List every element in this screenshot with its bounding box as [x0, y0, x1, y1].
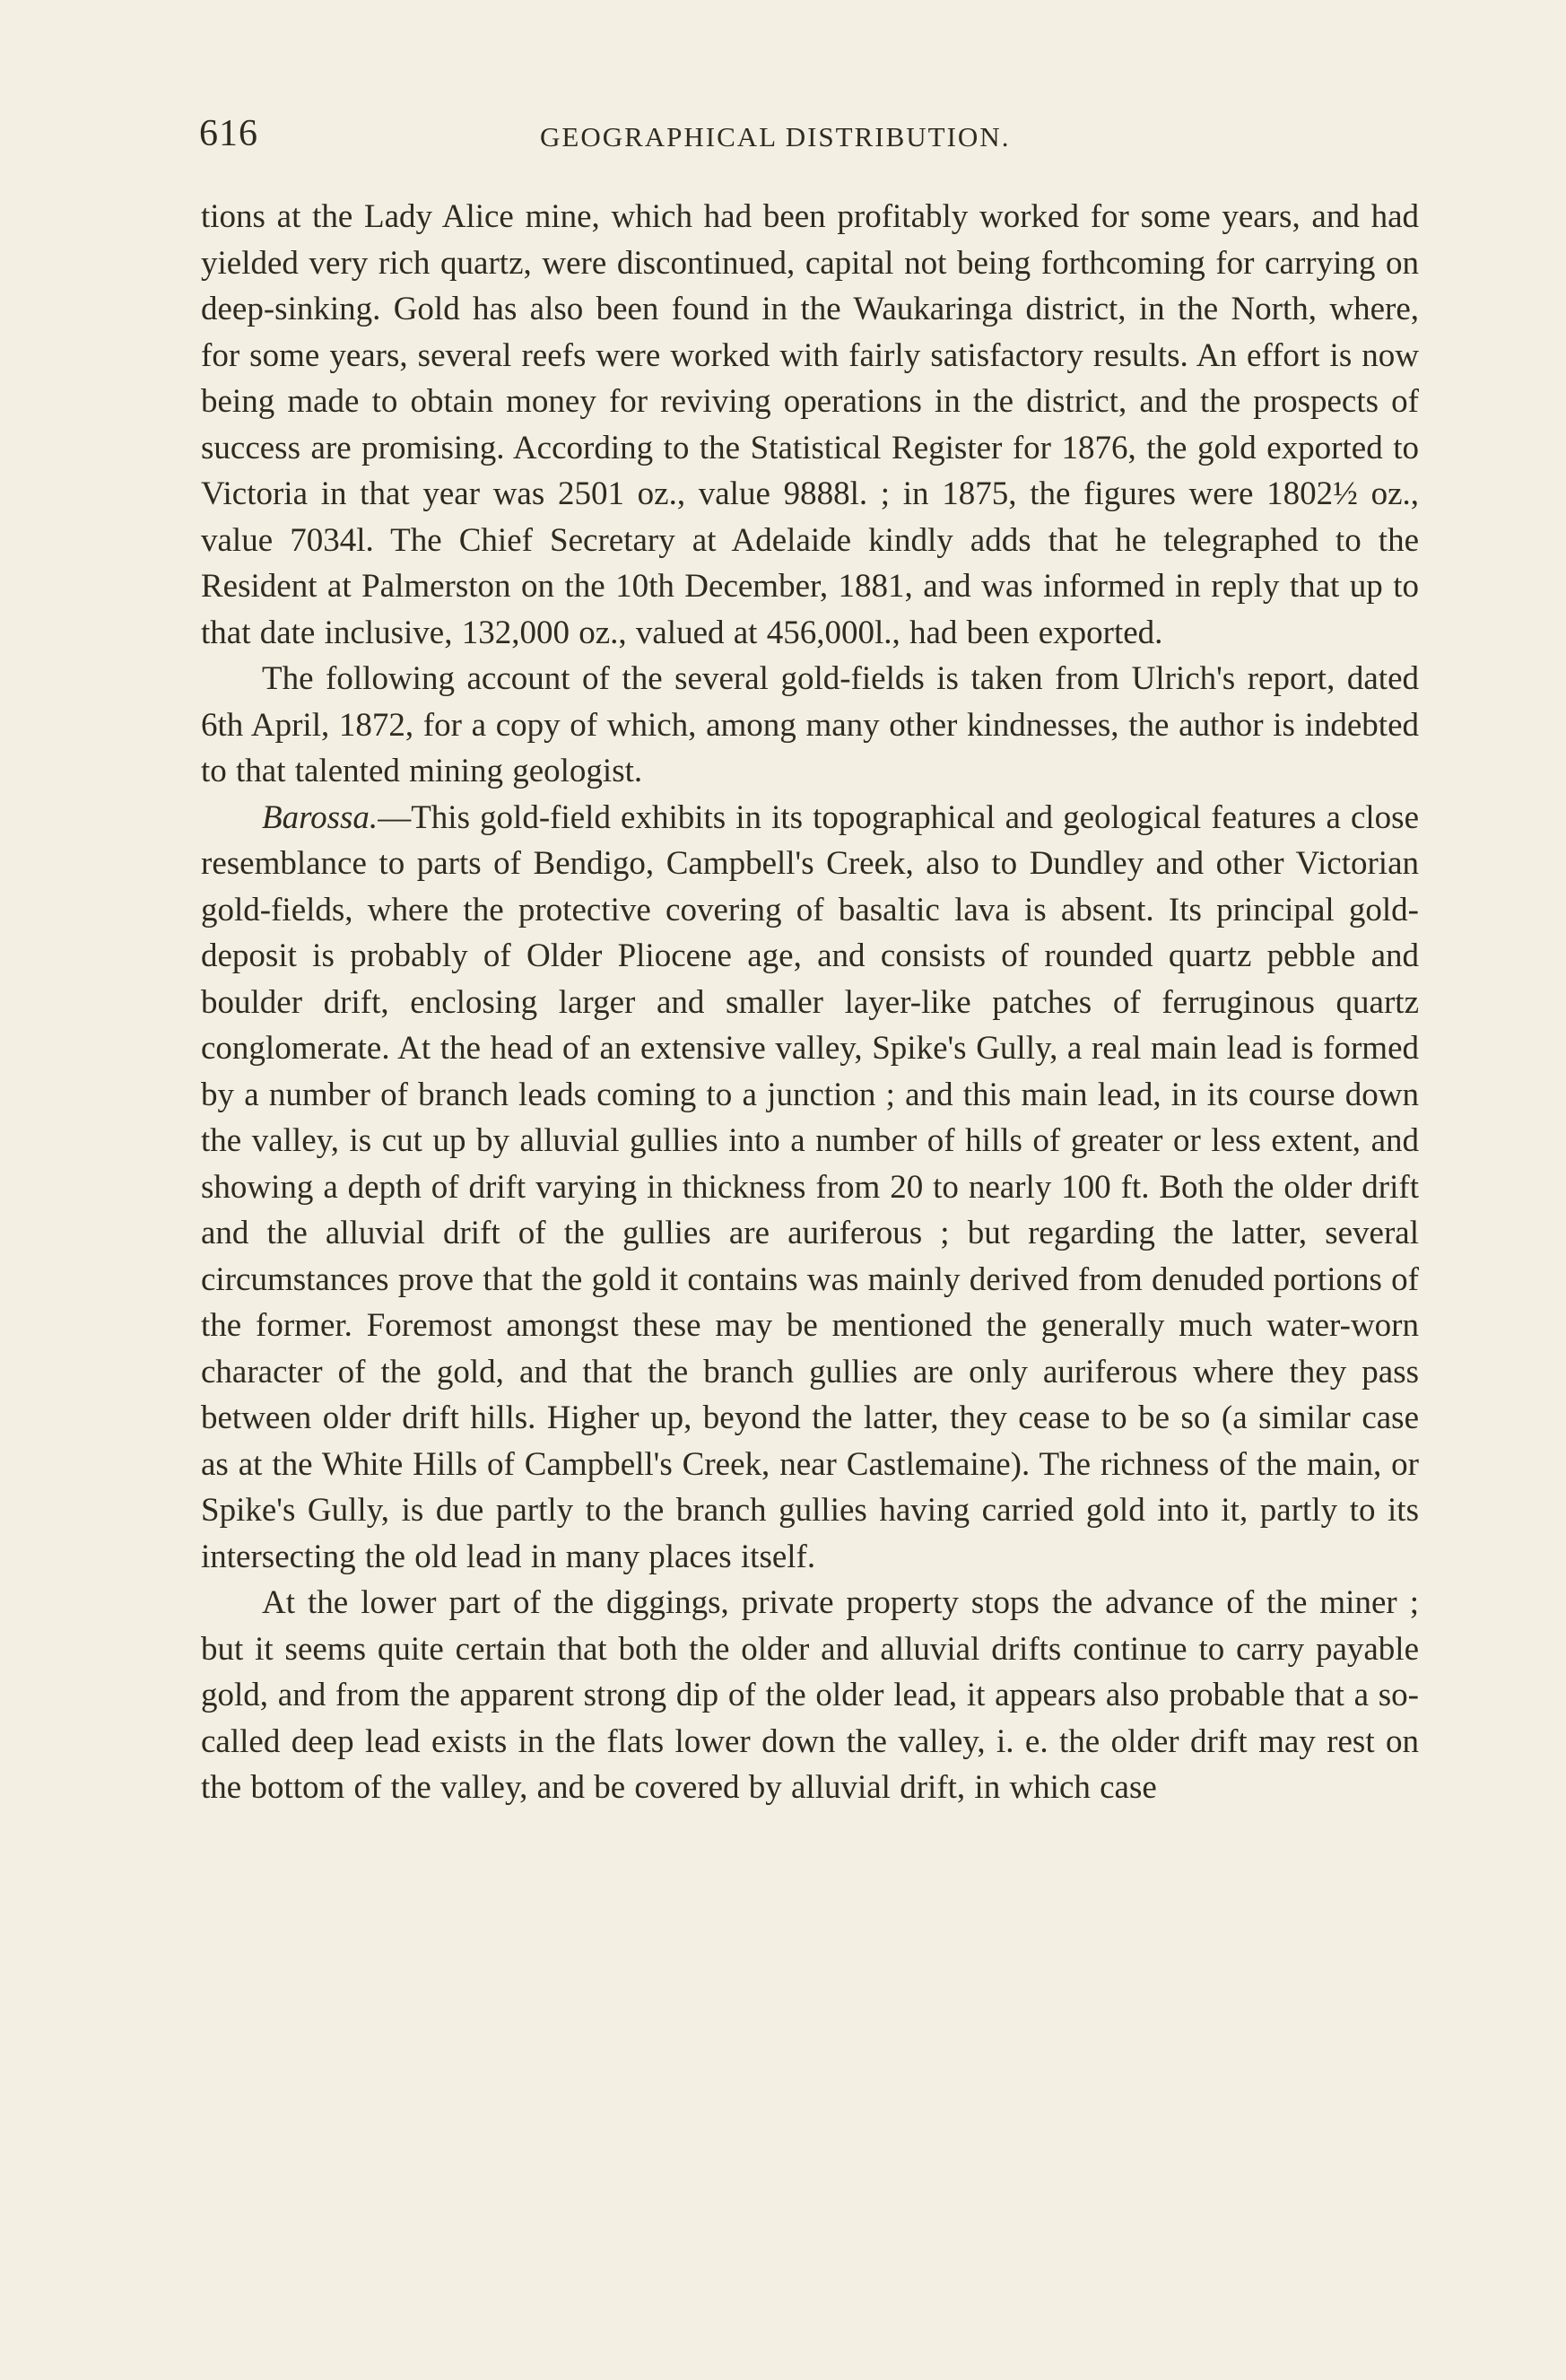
paragraph-barossa — [201, 795, 1419, 1581]
paragraph-ulrich-account: The following account of the several gold-fields is taken from Ulrich's report, dated 6th April, 1872, for a copy of which, among many other kindnesses, the author is indebted to that talented mining geologist. — [201, 660, 1419, 789]
barossa-text: —This gold-field exhibits in its topographical and geological features a close resemblance to parts of Bendigo, Campbell's Creek, also to Dundley and other Victorian gold-fields, where the protective covering of basaltic lava is absent. Its principal gold-deposit is probably of Older Pliocene age, and consists of rounded quartz pebble and boulder drift, enclosing larger and smaller layer-like patches of ferruginous quartz conglomerate. At the head of an extensive valley, Spike's Gully, a real main lead is formed by a number of branch leads coming to a junction ; and this main lead, in its course down the valley, is cut up by alluvial gullies into a number of hills of greater or less extent, and showing a depth of drift varying in thickness from 20 to nearly 100 ft. Both the older drift and the alluvial drift of the gullies are auriferous ; but regarding the latter, several circumstances prove that the gold it contains was mainly derived from denuded portions of the former. Foremost amongst these may be mentioned the generally much water-worn character of the gold, and that the branch gullies are only auriferous where they pass between older drift hills. Higher up, beyond the latter, they cease to be so (a similar case as at the White Hills of Campbell's Creek, near Castlemaine). The richness of the main, or Spike's Gully, is due partly to the branch gullies having carried gold into it, partly to its intersecting the old lead in many places itself. — [201, 798, 1420, 1575]
page-number: 616 — [199, 113, 258, 154]
running-head: GEOGRAPHICAL DISTRIBUTION. — [540, 121, 1011, 153]
page-header — [199, 112, 1417, 166]
barossa-heading: Barossa. — [262, 798, 378, 836]
paragraph-lower-diggings: At the lower part of the diggings, private property stops the advance of the miner ; but it seems quite certain that both the older and alluvial drifts continue to carry payable gold, and from the apparent strong dip of the older lead, it appears also probable that a so-called deep lead exists in the flats lower down the valley, i. e. the older drift may rest on the bottom of the valley, and be covered by alluvial drift, in which case — [201, 1584, 1419, 1806]
paragraph-continuation: tions at the Lady Alice mine, which had been profitably worked for some years, and had yielded very rich quartz, were discontinued, capital not being forthcoming for carrying on deep-sinking. Gold has also been found in the Waukaringa district, in the North, where, for some years, several reefs were worked with fairly satisfactory results. An effort is now being made to obtain money for reviving operations in the district, and the prospects of success are promising. According to the Statistical Register for 1876, the gold exported to Victoria in that year was 2501 oz., value 9888l. ; in 1875, the figures were 1802½ oz., value 7034l. The Chief Secretary at Adelaide kindly adds that he telegraphed to the Resident at Palmerston on the 10th December, 1881, and was informed in reply that up to that date inclusive, 132,000 oz., valued at 456,000l., had been exported. — [201, 198, 1419, 651]
body-text — [201, 194, 1419, 1811]
